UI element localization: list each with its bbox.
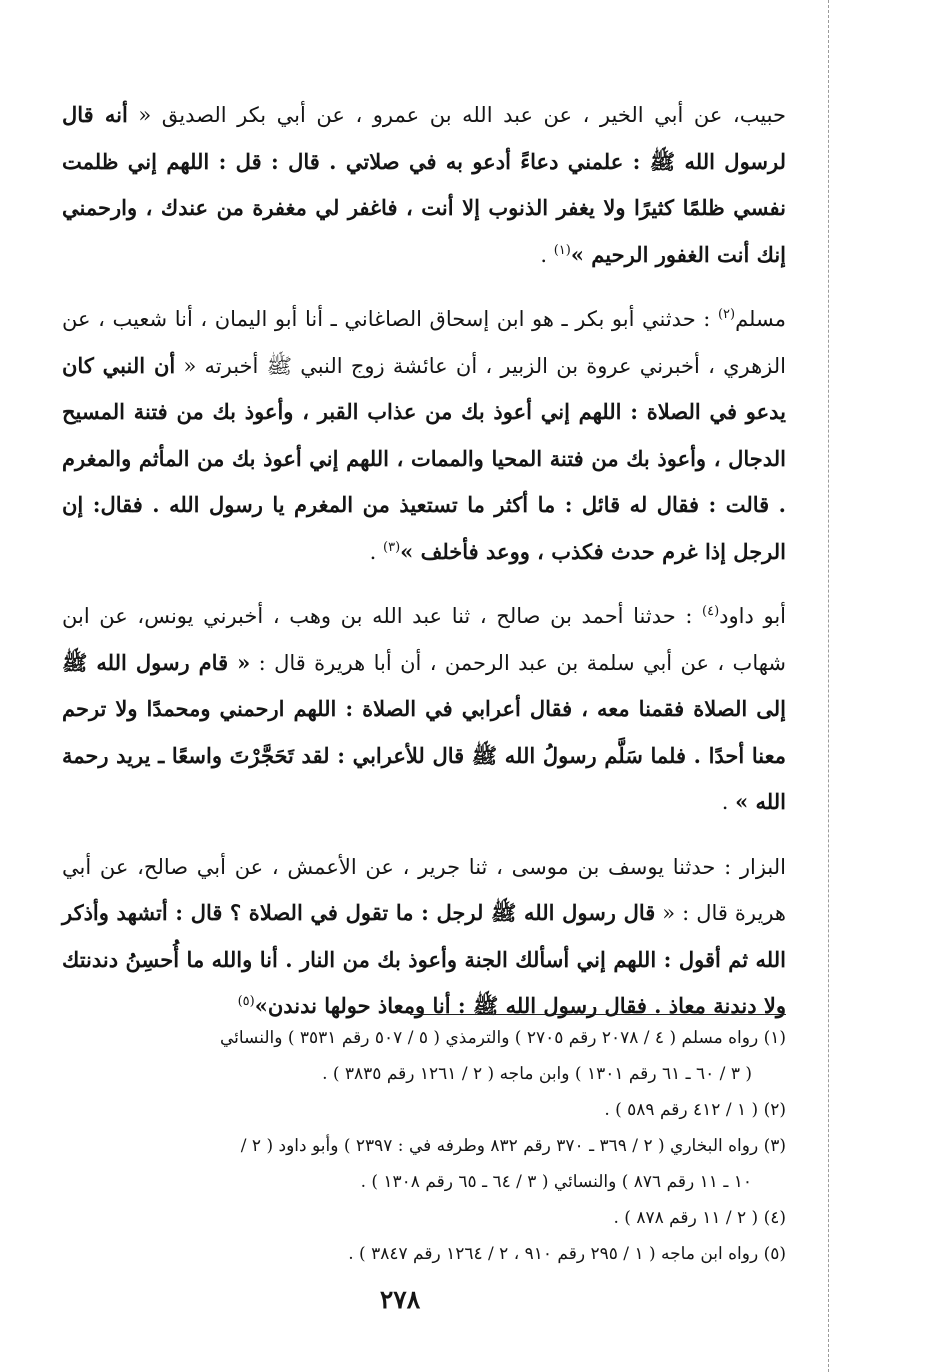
paragraph-3-source: أبو داود bbox=[719, 604, 786, 628]
paragraph-2-isnad: : حدثني أبو بكر ـ هو ابن إسحاق الصاغاني ـ أنا أبو اليمان ، أنا شعيب ، عن الزهري ، أخبرني عروة بن الزبير ، أن عائشة زوج النبي ﷺ أخبرته « bbox=[62, 307, 786, 378]
paragraph-1-quote: أنه قال لرسول الله ﷺ : علمني دعاءً أدعو به في صلاتي . قال : قل : اللهم إني ظلمت نفسي ظلمًا كثيرًا ولا يغفر الذنوب إلا أنت ، فاغفر لي مغفرة من عندك ، وارحمني إنك أنت الغفور الرحيم » bbox=[62, 102, 786, 267]
footnote-2 bbox=[50, 1092, 786, 1128]
paragraph-3-isnad: : حدثنا أحمد بن صالح ، ثنا عبد الله بن وهب ، أخبرني يونس، عن ابن شهاب ، عن أبي سلمة بن عبد الرحمن ، أن أبا هريرة قال : bbox=[62, 604, 786, 675]
paragraph-1 bbox=[62, 92, 786, 278]
footnote-ref-5: (٥) bbox=[237, 994, 255, 1009]
footnote-ref-1: (١) bbox=[553, 242, 571, 258]
paragraph-4-quote: قال رسول الله ﷺ لرجل : ما تقول في الصلاة ؟ قال : أتشهد وأذكر الله ثم أقول : اللهم إني أسألك الجنة وأعوذ بك من النار . أنا والله ما أُحسِنُ دندنتك ولا دندنة معاذ . فقال رسول الله ﷺ : أنا ومعاذ حولها ندندن» bbox=[62, 900, 786, 1018]
footnote-2-line-1: (٢) ( ١ / ٤١٢ رقم ٥٨٩ ) . bbox=[604, 1100, 786, 1120]
footnote-ref-2: (٢) bbox=[717, 307, 736, 322]
footnote-3-line-1: (٣) رواه البخاري ( ٢ / ٣٦٩ ـ ٣٧٠ رقم ٨٣٢ وطرفه في : ٢٣٩٧ ) وأبو داود ( ٢ / bbox=[240, 1136, 786, 1156]
footnote-1 bbox=[50, 1020, 786, 1092]
paragraph-4-intro: البزار : حدثنا يوسف بن موسى ، ثنا جرير ، عن الأعمش ، عن أبي صالح، عن أبي هريرة قال : « bbox=[62, 854, 787, 925]
paragraph-2-tail: . bbox=[369, 539, 384, 564]
paragraph-3 bbox=[62, 593, 786, 826]
paragraph-3-tail: . bbox=[721, 790, 736, 814]
footnote-4-line-1: (٤) ( ٢ / ١١ رقم ٨٧٨ ) . bbox=[613, 1208, 786, 1228]
paragraph-2-source: مسلم bbox=[735, 307, 786, 331]
footnote-1-line-1: (١) رواه مسلم ( ٤ / ٢٠٧٨ رقم ٢٧٠٥ ) والترمذي ( ٥ / ٥٠٧ رقم ٣٥٣١ ) والنسائي bbox=[219, 1028, 786, 1048]
footnote-3-line-2: ١٠ ـ ١١ رقم ٨٧٦ ) والنسائي ( ٣ / ٦٤ ـ ٦٥ رقم ١٣٠٨ ) . bbox=[360, 1172, 752, 1192]
footnote-4 bbox=[50, 1200, 786, 1236]
page-number: ٢٧٨ bbox=[379, 1285, 421, 1314]
paragraph-2-quote: أن النبي كان يدعو في الصلاة : اللهم إني أعوذ بك من عذاب القبر ، وأعوذ بك من فتنة المسيح الدجال ، وأعوذ بك من فتنة المحيا والممات ، اللهم إني أعوذ بك من المأثم والمغرم . قالت : فقال له قائل : ما أكثر ما تستعيذ من المغرم يا رسول الله . فقال: إن الرجل إذا غرم حدث فكذب ، ووعد فأخلف » bbox=[62, 352, 786, 564]
footnote-separator bbox=[410, 1014, 786, 1015]
scan-margin-line bbox=[828, 0, 829, 1372]
paragraph-2 bbox=[62, 296, 786, 575]
footnote-3 bbox=[50, 1128, 786, 1200]
footnote-5-line-1: (٥) رواه ابن ماجه ( ١ / ٢٩٥ رقم ٩١٠ ، ٢ / ١٢٦٤ رقم ٣٨٤٧ ) . bbox=[348, 1244, 786, 1264]
paragraph-1-tail: . bbox=[540, 242, 554, 267]
footnote-ref-3: (٣) bbox=[383, 539, 401, 555]
footnote-5 bbox=[50, 1236, 786, 1272]
footnote-ref-4: (٤) bbox=[702, 604, 720, 619]
paragraph-3-quote: « قام رسول الله ﷺ إلى الصلاة فقمنا معه ، فقال أعرابي في الصلاة : اللهم ارحمني ومحمدًا ولا ترحم معنا أحدًا . فلما سَلَّم رسولُ الله ﷺ قال للأعرابي : لقد تَحَجَّرْتَ واسعًا ـ يريد رحمة الله » bbox=[62, 649, 786, 814]
footnote-1-line-2: ( ٣ / ٦٠ ـ ٦١ رقم ١٣٠١ ) وابن ماجه ( ٢ / ١٢٦١ رقم ٣٨٣٥ ) . bbox=[322, 1064, 752, 1084]
footnotes bbox=[50, 1020, 786, 1272]
paragraph-4 bbox=[62, 844, 786, 1030]
main-text bbox=[62, 92, 786, 1048]
paragraph-1-intro: حبيب، عن أبي الخير ، عن عبد الله بن عمرو ، عن أبي بكر الصديق « bbox=[127, 103, 786, 127]
